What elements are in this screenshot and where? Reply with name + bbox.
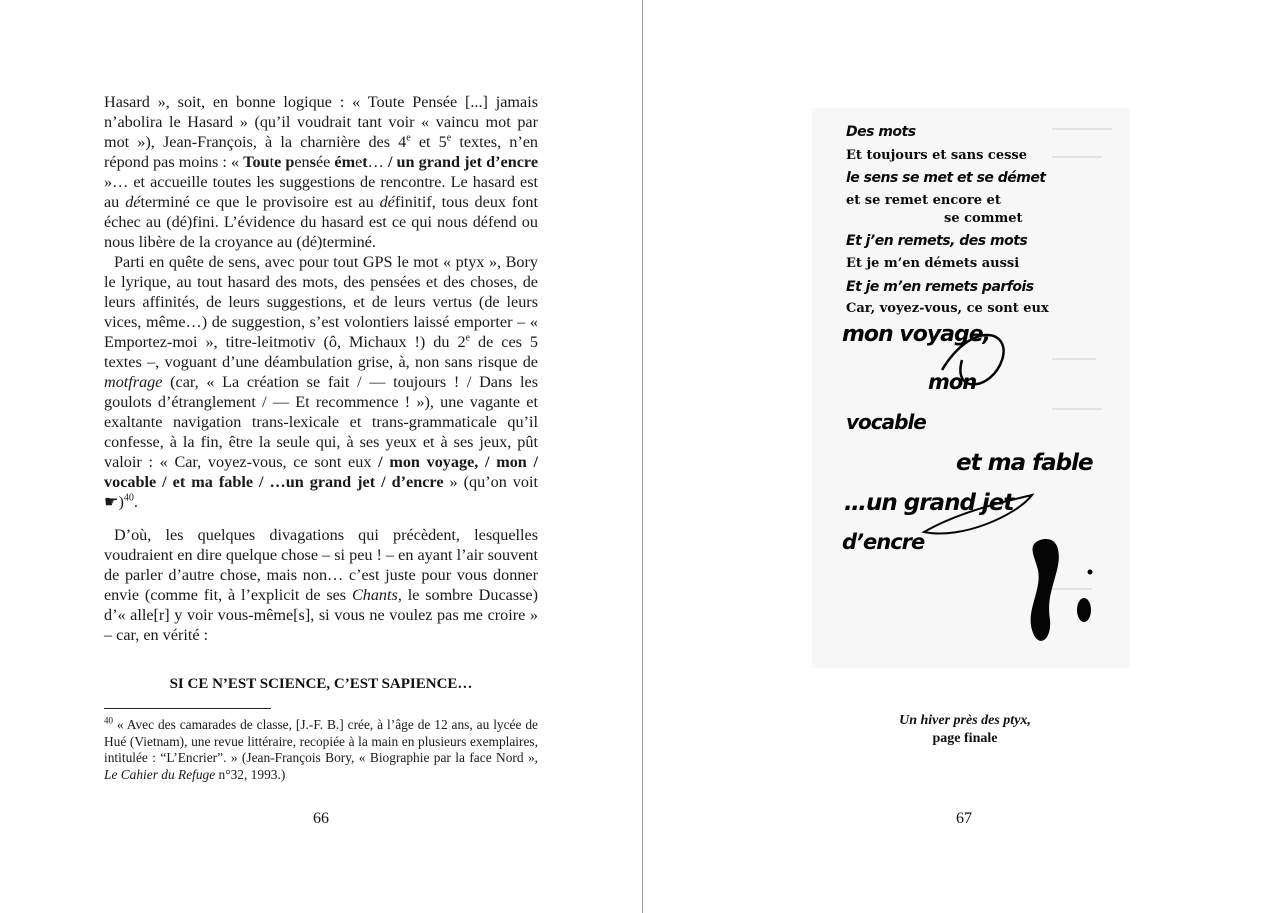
caption-subtitle: page finale <box>932 731 998 746</box>
handwritten-line: et ma fable <box>956 450 1093 476</box>
poem-line: Et toujours et sans cesse <box>846 148 1028 163</box>
bleed-through-line <box>1052 128 1112 130</box>
footnote-number: 40 <box>104 715 113 726</box>
section-heading: SI CE N’EST SCIENCE, C’EST SAPIENCE… <box>169 676 473 692</box>
bold-run: / mon voyage, / mon / vocable / et ma fable / …un grand jet / d’encre <box>104 453 539 491</box>
poem-line: et se remet encore et <box>846 193 1001 208</box>
text-run: D’où, les quelques divagations qui précèdent, lesquelles voudraient en dire quelque chose – si peu ! – en ayant l’air souvent de parler d’autre chose, mais non… c’est juste pour vous donner envie (comme fit, à l’explicit de ses <box>104 526 538 604</box>
ink-loop <box>942 335 1004 384</box>
paragraph <box>104 525 538 645</box>
poem-line: Et je m’en démets aussi <box>846 256 1020 271</box>
poem-line: se commet <box>944 211 1023 226</box>
text-run: . <box>133 493 138 511</box>
bold-run: ém <box>334 153 356 171</box>
handwritten-line: …un grand jet <box>844 490 1014 516</box>
text-run: et 5 <box>410 133 447 151</box>
italic-run: motfrage <box>104 373 163 391</box>
caption-title: Un hiver près des ptyx, <box>899 713 1031 728</box>
page-number-right: 67 <box>956 810 972 827</box>
footnote <box>104 717 538 783</box>
bold-run: / un grand jet d’encre <box>387 153 539 171</box>
text-run: t <box>269 153 275 171</box>
text-run: Parti en quête de sens, avec pour tout GPS le mot « ptyx », Bory le lyrique, au tout hasard des mots, des pensées et des choses, de leurs affinités, de leurs suggestions, et de leurs vertus (de leurs vices, même…) de suggestion, s’est volontiers laissé emporter – « Emportez-moi », titre-leitmotiv (ô, Michaux !) du 2 <box>104 253 538 351</box>
paragraph <box>104 92 538 252</box>
italic-run: Le Cahier du Refuge <box>104 766 216 782</box>
handwritten-line: vocable <box>846 410 926 434</box>
bold-run: s <box>309 153 316 171</box>
figure-caption <box>820 712 1110 748</box>
bold-run: e p <box>274 153 295 171</box>
poem-line: le sens se met et se démet <box>846 170 1046 186</box>
poem-line: Des mots <box>846 124 916 140</box>
page-gutter <box>642 0 643 913</box>
italic-run: Chants <box>351 586 398 604</box>
page-number-left: 66 <box>313 810 329 827</box>
ink-blot <box>1031 539 1059 641</box>
superscript: e <box>446 132 452 144</box>
ink-dot <box>1088 570 1093 575</box>
text-run: de ces 5 textes –, voguant d’une déambulation grise, à, non sans risque de <box>104 333 539 371</box>
italic-run: dé <box>125 193 141 211</box>
paragraph <box>104 252 538 512</box>
text-run: n°32, 1993.) <box>215 766 286 782</box>
footnote-rule <box>104 708 271 709</box>
handwritten-line: mon <box>928 370 977 394</box>
bold-run: Tou <box>243 153 270 171</box>
text-run: « Avec des camarades de classe, [J.-F. B.] crée, à l’âge de 12 ans, au lycée de Hué (Vietnam), une revue littéraire, recopiée à la main en plusieurs exemplaires, intitulée : “L’Encrier”. » (Jean-François Bory, « Biographie par la face Nord », <box>104 717 538 765</box>
text-run: Hasard », soit, en bonne logique : « Toute Pensée [...] jamais n’abolira le Hasard » (qu’il voudrait tant voir « vaincu mot par mot »), Jean-François, à la charnière des 4 <box>104 93 538 151</box>
poem-line: Car, voyez-vous, ce sont eux <box>846 301 1049 316</box>
superscript: 40 <box>123 492 134 504</box>
text-run: ée <box>315 153 335 171</box>
text-run: » (qu’on voit ☛) <box>104 473 538 511</box>
text-run: terminé ce que le provisoire est au <box>140 193 380 211</box>
text-run: e <box>355 153 363 171</box>
ink-scribbles <box>812 300 1130 660</box>
text-run: … <box>367 153 388 171</box>
bold-run: t <box>362 153 368 171</box>
text-run: finitif, tous deux font échec au (dé)fini. L’évidence du hasard est ce qui nous défend ou nous libère de la croyance au (dé)terminé. <box>104 193 538 251</box>
left-page-body <box>104 92 538 645</box>
text-run: textes, n’en répond pas moins : « <box>104 133 539 171</box>
poem-line: Et je m’en remets parfois <box>846 279 1034 295</box>
text-run: , le sombre Ducasse) d’« alle[r] y voir vous-même[s], si vous ne voulez pas me croire » – car, en vérité : <box>104 586 538 644</box>
bleed-through-line <box>1052 156 1102 158</box>
text-run: en <box>294 153 310 171</box>
poem-line: Et j’en remets, des mots <box>846 233 1028 249</box>
handwritten-line: d’encre <box>842 530 925 554</box>
ink-loop <box>924 495 1032 534</box>
ink-drop <box>1077 598 1091 622</box>
handwritten-line: mon voyage, <box>842 322 991 347</box>
italic-run: dé <box>379 193 395 211</box>
text-run: (car, « La création se fait / — toujours ! / Dans les goulots d’étranglement / — Et recommence ! »), une vagante et exaltante navigation trans-lexicale et trans-grammaticale qu’il confesse, à la fin, être la seule qui, à ses yeux et à ses jeux, pût valoir : « Car, voyez-vous, ce sont eux <box>104 373 538 471</box>
superscript: e <box>465 332 471 344</box>
superscript: e <box>406 132 411 144</box>
text-run: »… et accueille toutes les suggestions de rencontre. Le hasard est au <box>104 173 538 211</box>
